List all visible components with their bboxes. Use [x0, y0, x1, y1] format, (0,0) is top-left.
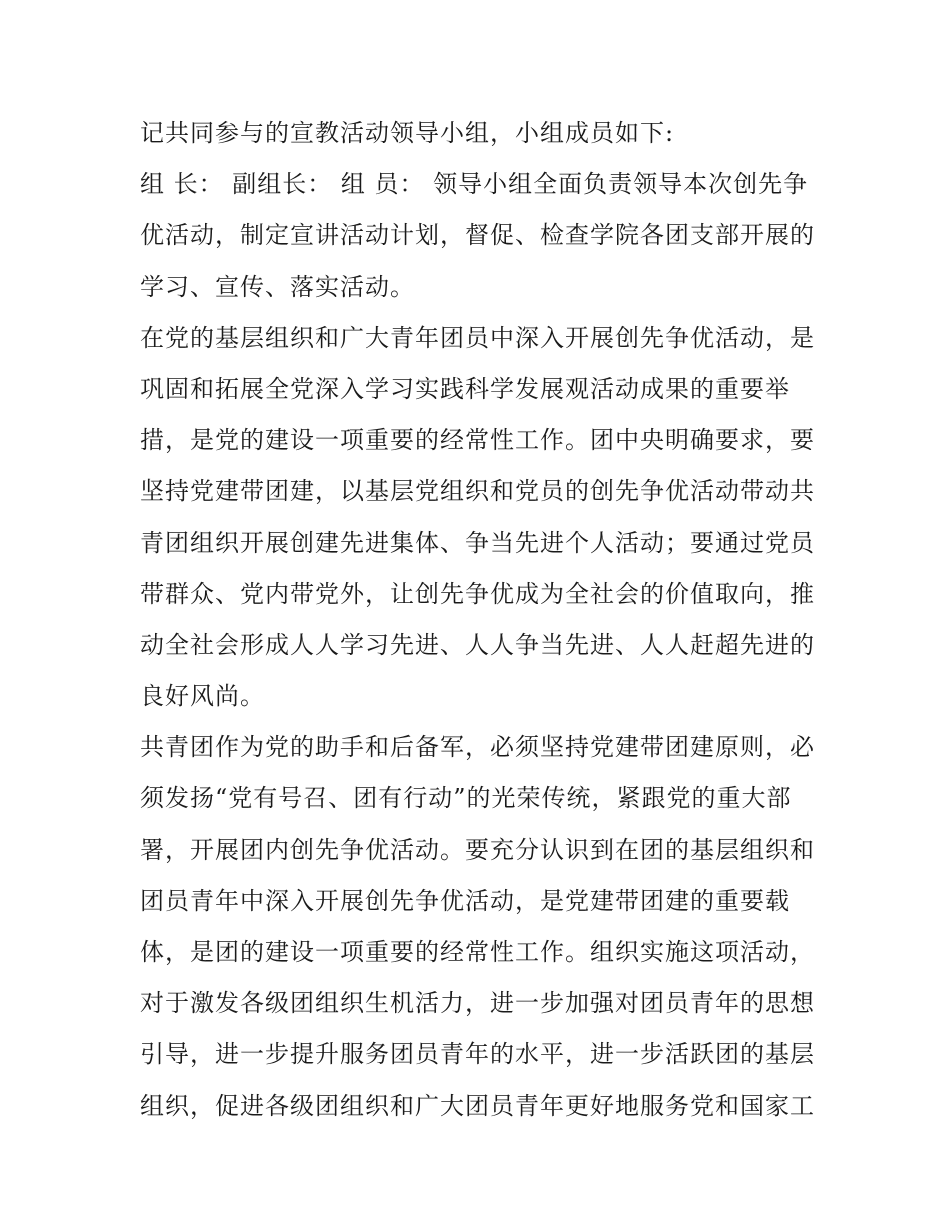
text-line: 组织，促进各级团组织和广大团员青年更好地服务党和国家工: [140, 1091, 815, 1120]
text-line: 组 长： 副组长： 组 员： 领导小组全面负责领导本次创先争: [140, 170, 809, 199]
text-line: 优活动，制定宣讲活动计划，督促、检查学院各团支部开展的: [140, 221, 815, 250]
text-line: 学习、宣传、落实活动。: [140, 272, 415, 301]
text-line: 署，开展团内创先争优活动。要充分认识到在团的基层组织和: [140, 835, 815, 864]
text-line: 对于激发各级团组织生机活力，进一步加强对团员青年的思想: [140, 989, 815, 1018]
text-line: 体，是团的建设一项重要的经常性工作。组织实施这项活动，: [140, 938, 815, 966]
text-line: 动全社会形成人人学习先进、人人争当先进、人人赶超先进的: [140, 630, 815, 659]
text-line: 记共同参与的宣教活动领导小组，小组成员如下:: [140, 119, 675, 147]
text-line: 巩固和拓展全党深入学习实践科学发展观活动成果的重要举: [140, 374, 790, 403]
text-line: 须发扬“党有号召、团有行动”的光荣传统，紧跟党的重大部: [140, 784, 792, 813]
text-line: 青团组织开展创建先进集体、争当先进个人活动；要通过党员: [140, 528, 815, 557]
body-text: [140, 108, 820, 1132]
text-line: 在党的基层组织和广大青年团员中深入开展创先争优活动，是: [140, 323, 815, 352]
text-line: 引导，进一步提升服务团员青年的水平，进一步活跃团的基层: [140, 1040, 815, 1069]
text-line: 措，是党的建设一项重要的经常性工作。团中央明确要求，要: [140, 426, 815, 455]
text-line: 带群众、党内带党外，让创先争优成为全社会的价值取向，推: [140, 579, 815, 608]
text-line: 坚持党建带团建，以基层党组织和党员的创先争优活动带动共: [140, 477, 815, 506]
text-line: 团员青年中深入开展创先争优活动，是党建带团建的重要载: [140, 886, 790, 915]
text-line: 共青团作为党的助手和后备军，必须坚持党建带团建原则，必: [140, 733, 815, 762]
text-line: 良好风尚。: [140, 682, 265, 711]
